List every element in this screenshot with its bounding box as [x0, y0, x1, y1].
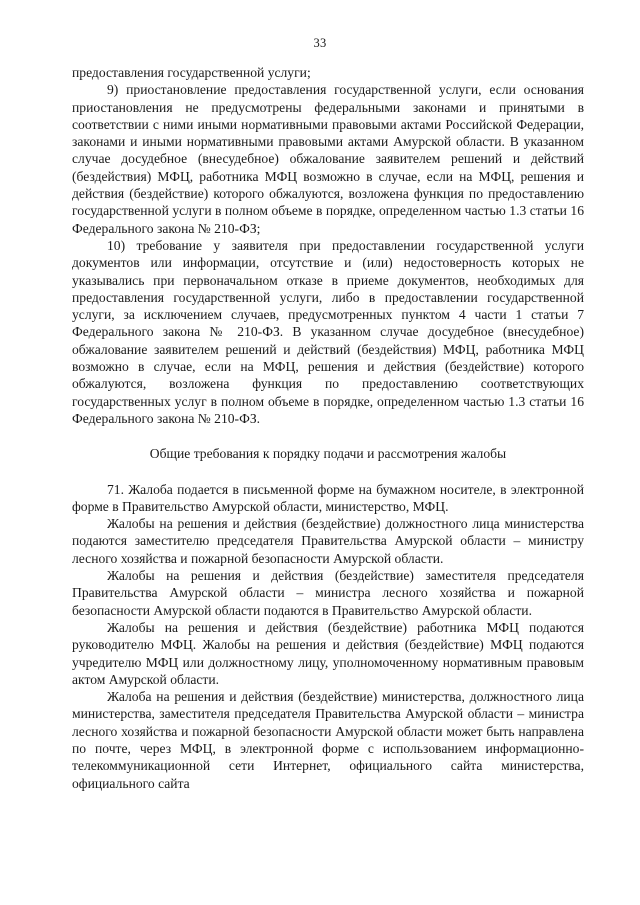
- paragraph-clause-71: 71. Жалоба подается в письменной форме на бумажном носителе, в электронной форме в Правительство Амурской области, министерство, МФЦ.: [72, 481, 584, 514]
- paragraph-item-10: 10) требование у заявителя при предоставлении государственной услуги документов или информации, отсутствие и (или) недостоверность которых не указывались при первоначальном отказе в приеме документов, необходимых для предоставления государственной услуги, либо в предоставлении государственной услуги, за исключением случаев, предусмотренных пунктом 4 части 1 статьи 7 Федерального закона № 210-ФЗ. В указанном случае досудебное (внесудебное) обжалование заявителем решений и действий (бездействия) МФЦ, работника МФЦ возможно в случае, если на МФЦ, решения и действия (бездействие) которого обжалуются, возложена функция по предоставлению соответствующих государственных услуг в полном объеме в порядке, определенном частью 1.3 статьи 16 Федерального закона № 210-ФЗ.: [72, 237, 584, 426]
- paragraph-complaints-mfc: Жалобы на решения и действия (бездействие) работника МФЦ подаются руководителю МФЦ. Жалобы на решения и действия (бездействие) МФЦ подаются учредителю МФЦ или должностному лицу, уполномоченному нормативным правовым актом Амурской области.: [72, 619, 584, 687]
- paragraph-continuation: предоставления государственной услуги;: [72, 65, 311, 80]
- paragraph-complaint-channels: Жалоба на решения и действия (бездействие) министерства, должностного лица министерства, заместителя председателя Правительства Амурской области – министра лесного хозяйства и пожарной безопасности Амурской области может быть направлена по почте, через МФЦ, в электронной форме с использованием информационно-телекоммуникационной сети Интернет, официального сайта министерства, официального сайта: [72, 689, 584, 791]
- page-number: 33: [313, 36, 327, 50]
- paragraph-complaints-ministry-official: Жалобы на решения и действия (бездействие) должностного лица министерства подаются заместителю председателя Правительства Амурской области – министру лесного хозяйства и пожарной безопасности Амурской области.: [72, 516, 584, 566]
- paragraph-item-9: 9) приостановление предоставления государственной услуги, если основания приостановления не предусмотрены федеральными законами и принятыми в соответствии с ними иными нормативными правовыми актами Российской Федерации, законами и иными нормативными правовыми актами Амурской области. В указанном случае досудебное (внесудебное) обжалование заявителем решений и действий (бездействия) МФЦ, работника МФЦ возможно в случае, если на МФЦ, решения и действия (бездействие) которого обжалуются, возложена функция по предоставлению государственной услуги в полном объеме в порядке, определенном частью 1.3 статьи 16 Федерального закона № 210-ФЗ;: [72, 82, 584, 236]
- section-heading: Общие требования к порядку подачи и рассмотрения жалобы: [149, 446, 507, 462]
- paragraph-complaints-deputy-chairman: Жалобы на решения и действия (бездействие) заместителя председателя Правительства Амурской области – министра лесного хозяйства и пожарной безопасности Амурской области подаются в Правительство Амурской области.: [72, 568, 584, 618]
- page-body: [72, 64, 584, 792]
